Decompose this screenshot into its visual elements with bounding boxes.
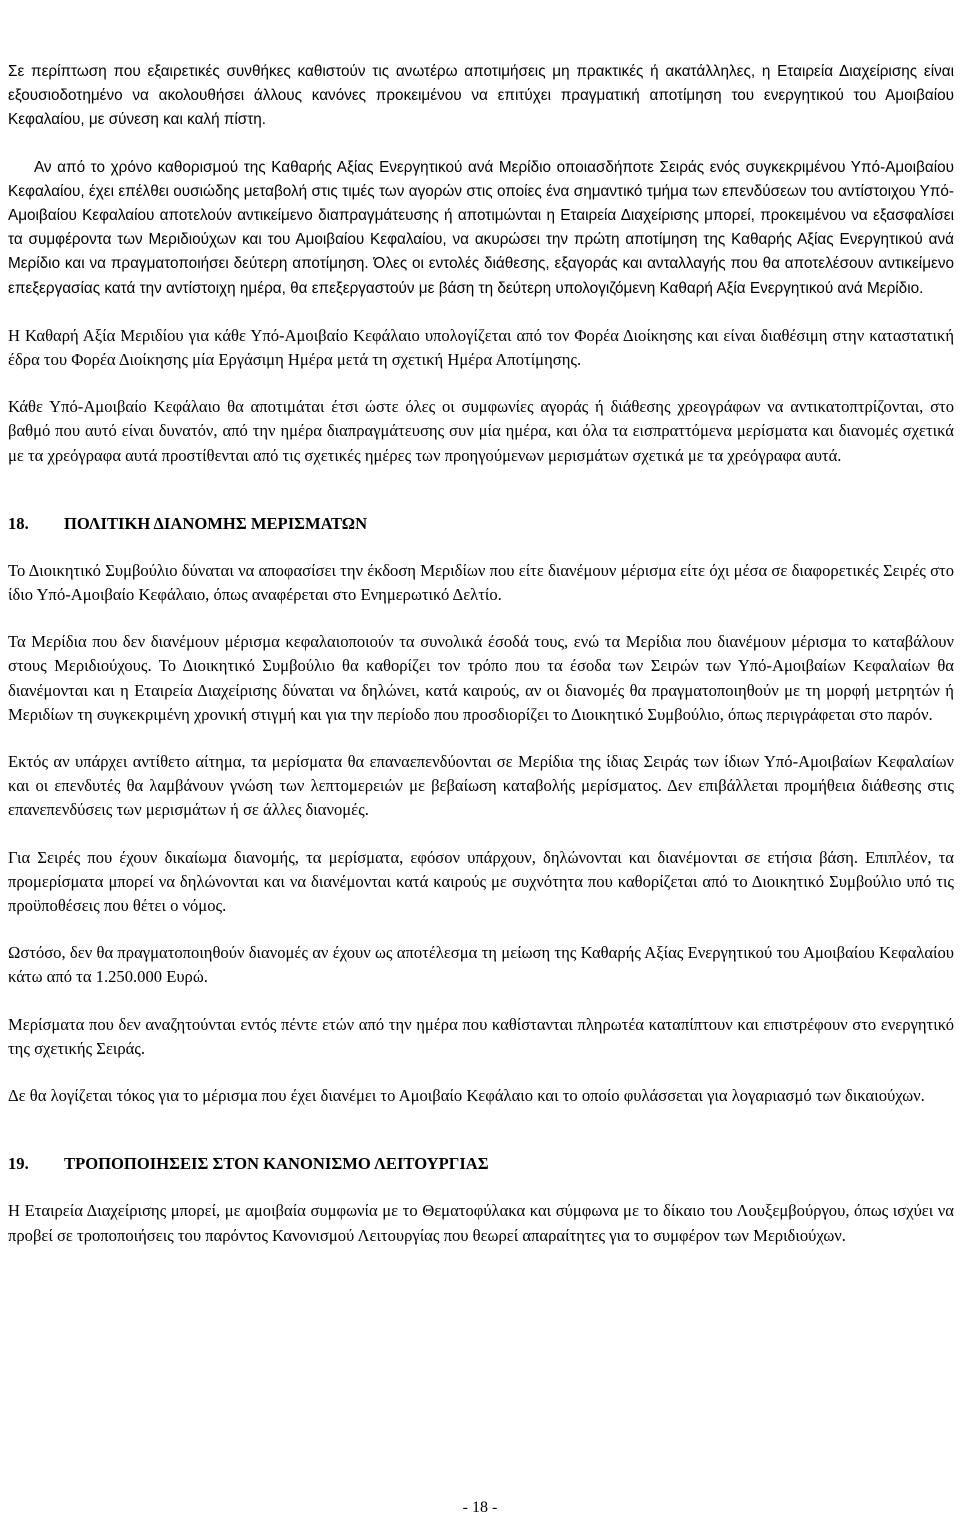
section-19-title: ΤΡΟΠΟΠΟΙΗΣΕΙΣ ΣΤΟΝ ΚΑΝΟΝΙΣΜΟ ΛΕΙΤΟΥΡΓΙΑΣ	[64, 1154, 489, 1174]
paragraph-18-6: Μερίσματα που δεν αναζητούνται εντός πέντε ετών από την ημέρα που καθίστανται πληρωτέα καταπίπτουν και επιστρέφουν στο ενεργητικό της σχετικής Σειράς.	[8, 1014, 954, 1058]
paragraph-second-valuation: Αν από το χρόνο καθορισμού της Καθαρής Αξίας Ενεργητικού ανά Μερίδιο οποιασδήποτε Σειράς ενός συγκεκριμένου Υπό-Αμοιβαίου Κεφαλαίου, έχει επέλθει ουσιώδης μεταβολή στις τιμές των αγορών στις οποίες ένα σημαντικό τμήμα των επενδύσεων του αντίστοιχου Υπό-Αμοιβαίου Κεφαλαίου αποτελούν αντικείμενο διαπραγμάτευσης ή αποτιμώνται η Εταιρεία Διαχείρισης μπορεί, προκειμένου να εξασφαλίσει τα συμφέροντα των Μεριδιούχων και του Αμοιβαίου Κεφαλαίου, να ακυρώσει την πρώτη αποτίμηση της Καθαρής Αξίας Ενεργητικού ανά Μερίδιο και να πραγματοποιήσει δεύτερη αποτίμηση. Όλες οι εντολές διάθεσης, εξαγοράς και ανταλλαγής που θα αποτελέσουν αντικείμενο επεξεργασίας κατά την αντίστοιχη ημέρα, θα επεξεργαστούν με βάση τη δεύτερη υπολογιζόμενη Καθαρή Αξία Ενεργητικού ανά Μερίδιο.	[8, 158, 954, 297]
paragraph-nav-calculation: Η Καθαρή Αξία Μεριδίου για κάθε Υπό-Αμοιβαίο Κεφάλαιο υπολογίζεται από τον Φορέα Διοίκησης και είναι διαθέσιμη στην καταστατική έδρα του Φορέα Διοίκησης μία Εργάσιμη Ημέρα μετά τη σχετική Ημέρα Αποτίμησης.	[8, 325, 954, 370]
document-page	[8, 60, 954, 1271]
section-18-title: ΠΟΛΙΤΙΚΗ ΔΙΑΝΟΜΗΣ ΜΕΡΙΣΜΑΤΩΝ	[64, 513, 368, 533]
section-19-number: 19.	[8, 1154, 29, 1174]
paragraph-18-5: Ωστόσο, δεν θα πραγματοποιηθούν διανομές αν έχουν ως αποτέλεσμα τη μείωση της Καθαρής Αξίας Ενεργητικού του Αμοιβαίου Κεφαλαίου κάτω από τα 1.250.000 Ευρώ.	[8, 943, 954, 987]
paragraph-valuation-timing: Κάθε Υπό-Αμοιβαίο Κεφάλαιο θα αποτιμάται έτσι ώστε όλες οι συμφωνίες αγοράς ή διάθεσης χρεογράφων να αντικατοπτρίζονται, στο βαθμό που αυτό είναι δυνατόν, από την ημέρα διαπραγμάτευσης συν μία ημέρα, και όλα τα εισπραττόμενα μερίσματα και διανομές σχετικά με τα χρεόγραφα αυτά προστίθενται από τις σχετικές ημέρες των προηγούμενων μερισμάτων σχετικά με τα χρεόγραφα αυτά.	[8, 397, 954, 465]
paragraph-exceptional-valuation: Σε περίπτωση που εξαιρετικές συνθήκες καθιστούν τις ανωτέρω αποτιμήσεις μη πρακτικές ή ακατάλληλες, η Εταιρεία Διαχείρισης είναι εξουσιοδοτημένο να ακολουθήσει άλλους κανόνες προκειμένου να επιτύχει πραγματική αποτίμηση του ενεργητικού του Αμοιβαίου Κεφαλαίου, με σύνεση και καλή πίστη.	[8, 63, 954, 129]
page-number: - 18 -	[462, 1499, 498, 1516]
paragraph-18-7: Δε θα λογίζεται τόκος για το μέρισμα που έχει διανέμει το Αμοιβαίο Κεφάλαιο και το οποίο φυλάσσεται για λογαριασμό των δικαιούχων.	[8, 1086, 925, 1106]
paragraph-18-4: Για Σειρές που έχουν δικαίωμα διανομής, τα μερίσματα, εφόσον υπάρχουν, δηλώνονται και διανέμονται σε ετήσια βάση. Επιπλέον, τα προμερίσματα μπορεί να δηλώνονται και να διανέμονται κατά καιρούς με συχνότητα που καθορίζεται από το Διοικητικό Συμβούλιο υπό τις προϋποθέσεις που θέτει ο νόμος.	[8, 847, 954, 916]
section-18-number: 18.	[8, 513, 29, 533]
section-19-heading	[8, 1152, 954, 1176]
section-18-heading	[8, 512, 954, 536]
paragraph-18-3: Εκτός αν υπάρχει αντίθετο αίτημα, τα μερίσματα θα επαναεπενδύονται σε Μερίδια της ίδιας Σειράς των ίδιων Υπό-Αμοιβαίων Κεφαλαίων και οι επενδυτές θα λαμβάνουν γνώση των λεπτομερειών με βεβαίωση καταβολής μερίσματος. Δεν επιβάλλεται προμήθεια διάθεσης στις επανεπενδύσεις των μερισμάτων ή σε άλλες διανομές.	[8, 752, 954, 820]
paragraph-18-1: Το Διοικητικό Συμβούλιο δύναται να αποφασίσει την έκδοση Μεριδίων που είτε διανέμουν μέρισμα είτε όχι μέσα σε διαφορετικές Σειρές στο ίδιο Υπό-Αμοιβαίο Κεφάλαιο, όπως αναφέρεται στο Ενημερωτικό Δελτίο.	[8, 560, 954, 605]
paragraph-19-1: Η Εταιρεία Διαχείρισης μπορεί, με αμοιβαία συμφωνία με το Θεματοφύλακα και σύμφωνα με το δίκαιο του Λουξεμβούργου, όπως ισχύει να προβεί σε τροποποιήσεις του παρόντος Κανονισμού Λειτουργίας που θεωρεί απαραίτητες για το συμφέρον των Μεριδιούχων.	[8, 1201, 954, 1245]
paragraph-18-2: Τα Μερίδια που δεν διανέμουν μέρισμα κεφαλαιοποιούν τα συνολικά έσοδά τους, ενώ τα Μερίδια που διανέμουν μέρισμα το καταβάλουν στους Μεριδιούχους. Το Διοικητικό Συμβούλιο θα καθορίζει τον τρόπο που τα έσοδα των Σειρών των Υπό-Αμοιβαίων Κεφαλαίων θα διανέμονται και η Εταιρεία Διαχείρισης δύναται να δηλώνει, κατά καιρούς, αν οι διανομές θα πραγματοποιηθούν με τη μορφή μετρητών ή Μεριδίων τη συγκεκριμένη χρονική στιγμή και για την περίοδο που προσδιορίζει το Διοικητικό Συμβούλιο, όπως περιγράφεται στο παρόν.	[8, 632, 954, 724]
